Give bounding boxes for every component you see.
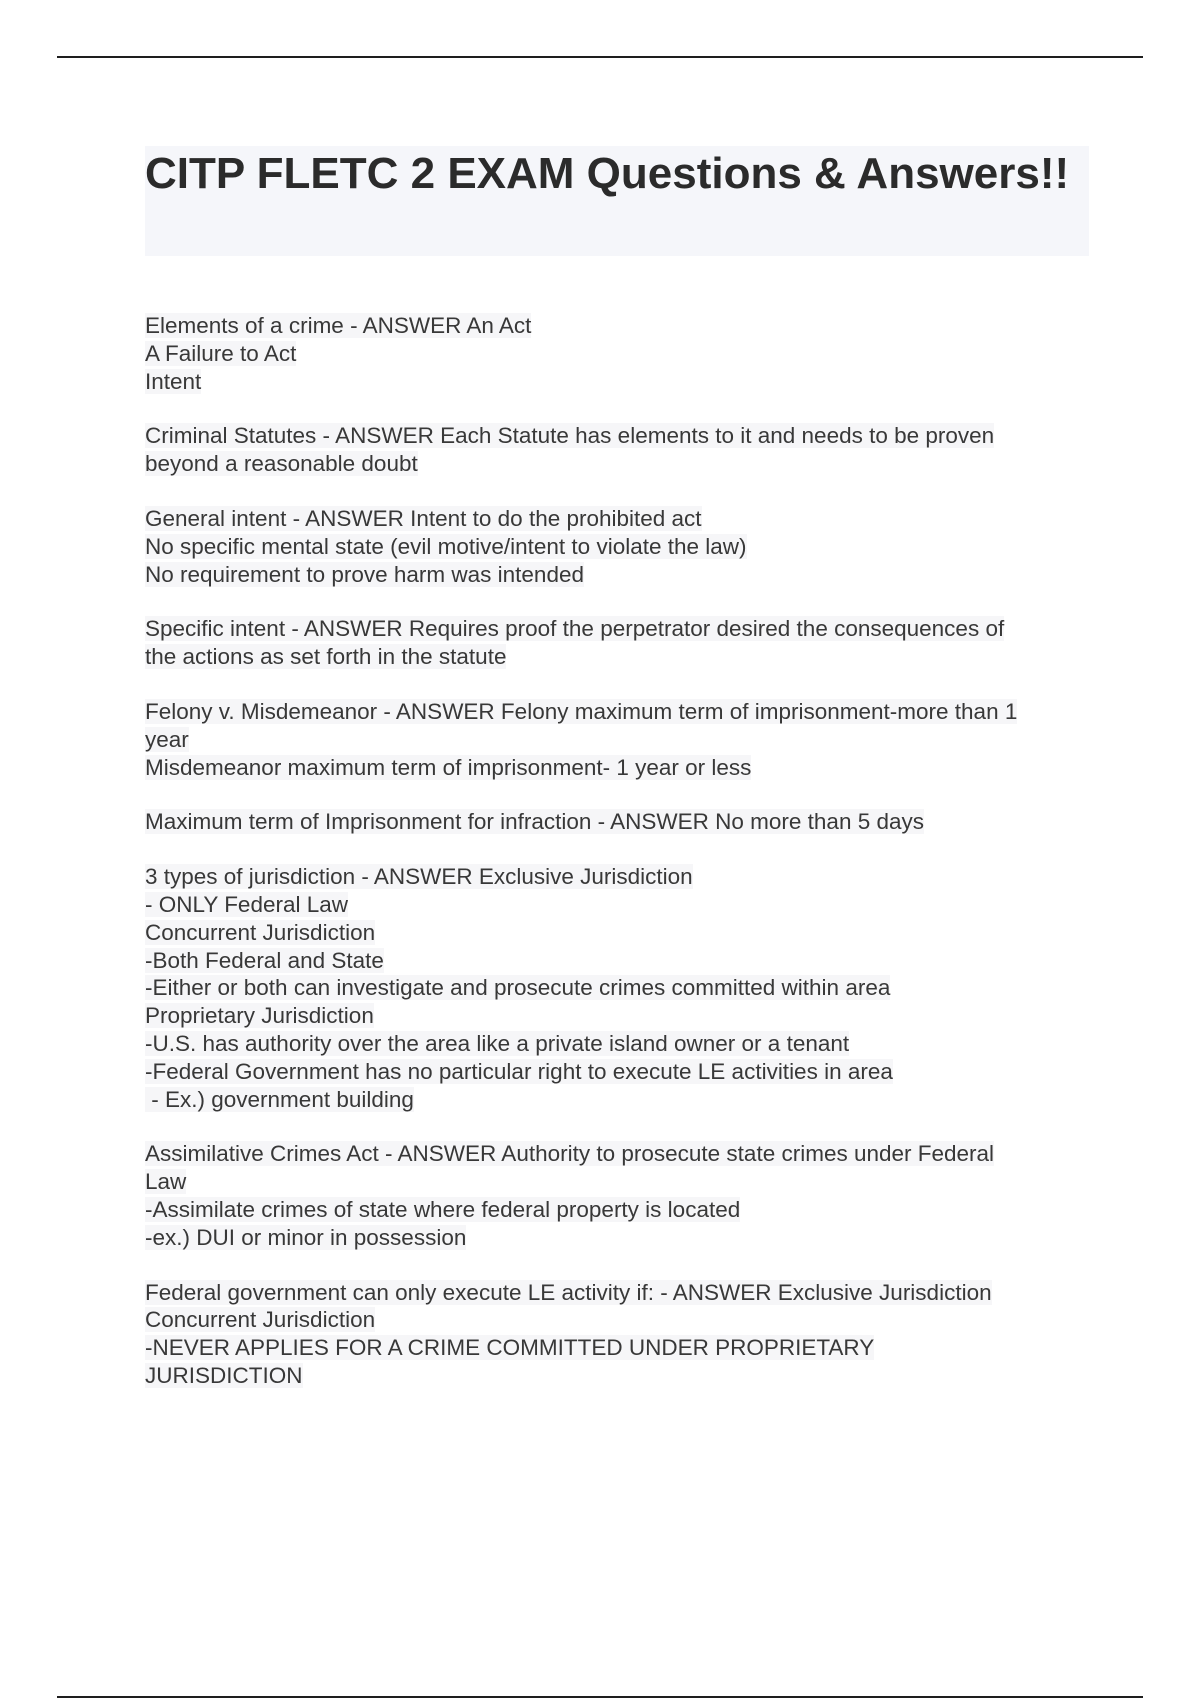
qa-line-text: JURISDICTION — [145, 1362, 303, 1388]
qa-question-line — [145, 505, 1095, 533]
qa-line-text: A Failure to Act — [145, 340, 297, 366]
qa-line-text: Maximum term of Imprisonment for infraction - ANSWER No more than 5 days — [145, 809, 924, 835]
qa-line-text: -Federal Government has no particular right to execute LE activities in area — [145, 1058, 893, 1084]
qa-question-line — [145, 863, 1095, 891]
qa-entry — [145, 863, 1095, 1113]
qa-entry — [145, 312, 1095, 395]
qa-answer-line — [145, 1334, 1095, 1362]
qa-answer-line — [145, 754, 1095, 782]
qa-line-text: Intent — [145, 368, 202, 394]
qa-answer-line — [145, 726, 1095, 754]
qa-answer-line — [145, 561, 1095, 589]
qa-question-line — [145, 1140, 1095, 1168]
qa-question-line — [145, 312, 1095, 340]
qa-answer-line — [145, 1058, 1095, 1086]
qa-line-text: Elements of a crime - ANSWER An Act — [145, 313, 532, 338]
qa-line-text: -Both Federal and State — [145, 947, 384, 973]
qa-line-text: Concurrent Jurisdiction — [145, 1307, 376, 1333]
qa-entry — [145, 422, 1095, 478]
qa-answer-line — [145, 368, 1095, 396]
qa-line-text: Proprietary Jurisdiction — [145, 1003, 374, 1029]
qa-line-text: the actions as set forth in the statute — [145, 644, 507, 670]
qa-answer-line — [145, 1086, 1095, 1114]
qa-list — [145, 312, 1095, 1417]
qa-line-text: No specific mental state (evil motive/intent to violate the law) — [145, 533, 747, 559]
qa-answer-line — [145, 974, 1095, 1002]
qa-entry — [145, 1140, 1095, 1251]
qa-line-text: -Either or both can investigate and prosecute crimes committed within area — [145, 975, 891, 1001]
qa-line-text: Federal government can only execute LE activity if: - ANSWER Exclusive Jurisdiction — [145, 1279, 992, 1305]
qa-line-text: Assimilative Crimes Act - ANSWER Authority to prosecute state crimes under Federal — [145, 1141, 995, 1167]
qa-line-text: Law — [145, 1169, 187, 1195]
qa-answer-line — [145, 1306, 1095, 1334]
qa-answer-line — [145, 1002, 1095, 1030]
footer-rule — [57, 1696, 1143, 1698]
qa-answer-line — [145, 533, 1095, 561]
qa-line-text: -Assimilate crimes of state where federal property is located — [145, 1196, 741, 1222]
qa-line-text: No requirement to prove harm was intended — [145, 561, 584, 587]
page-title: CITP FLETC 2 EXAM Questions & Answers!! — [145, 149, 1070, 198]
header-rule — [57, 56, 1143, 58]
qa-line-text: Misdemeanor maximum term of imprisonment- 1 year or less — [145, 754, 752, 780]
qa-entry — [145, 505, 1095, 588]
qa-answer-line — [145, 891, 1095, 919]
qa-answer-line — [145, 1168, 1095, 1196]
qa-answer-line — [145, 450, 1095, 478]
qa-line-text: 3 types of jurisdiction - ANSWER Exclusive Jurisdiction — [145, 864, 693, 890]
qa-answer-line — [145, 1224, 1095, 1252]
title-block — [145, 146, 1089, 256]
qa-entry — [145, 808, 1095, 836]
qa-line-text: -ex.) DUI or minor in possession — [145, 1224, 467, 1250]
qa-question-line — [145, 698, 1095, 726]
qa-line-text: Concurrent Jurisdiction — [145, 919, 376, 945]
qa-answer-line — [145, 947, 1095, 975]
qa-question-line — [145, 422, 1095, 450]
qa-line-text: Specific intent - ANSWER Requires proof the perpetrator desired the consequences of — [145, 616, 1005, 642]
qa-question-line — [145, 615, 1095, 643]
qa-question-line — [145, 1279, 1095, 1307]
qa-line-text: -U.S. has authority over the area like a private island owner or a tenant — [145, 1030, 850, 1056]
qa-answer-line — [145, 1196, 1095, 1224]
qa-line-text: -NEVER APPLIES FOR A CRIME COMMITTED UNDER PROPRIETARY — [145, 1335, 875, 1361]
qa-entry — [145, 615, 1095, 671]
qa-answer-line — [145, 1362, 1095, 1390]
qa-line-text: year — [145, 726, 189, 752]
qa-answer-line — [145, 643, 1095, 671]
qa-line-text: Felony v. Misdemeanor - ANSWER Felony maximum term of imprisonment-more than 1 — [145, 698, 1018, 724]
qa-line-text: - Ex.) government building — [145, 1086, 414, 1112]
qa-question-line — [145, 808, 1095, 836]
qa-line-text: General intent - ANSWER Intent to do the prohibited act — [145, 505, 702, 531]
qa-entry — [145, 698, 1095, 781]
qa-line-text: - ONLY Federal Law — [145, 891, 349, 917]
qa-line-text: beyond a reasonable doubt — [145, 451, 418, 477]
qa-answer-line — [145, 919, 1095, 947]
qa-answer-line — [145, 1030, 1095, 1058]
qa-entry — [145, 1279, 1095, 1390]
qa-line-text: Criminal Statutes - ANSWER Each Statute has elements to it and needs to be proven — [145, 423, 995, 449]
qa-answer-line — [145, 340, 1095, 368]
